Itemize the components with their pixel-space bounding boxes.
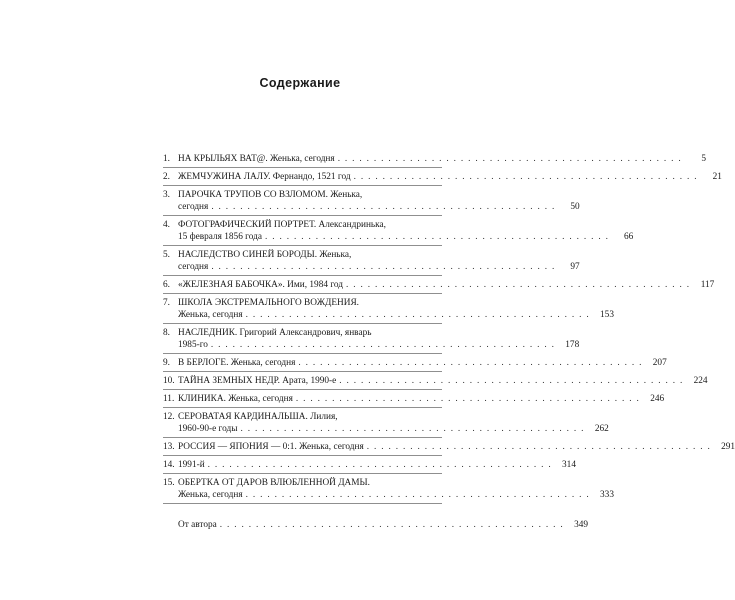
dot-leader: . . . . . . . . . . . . . . . . . . . . . . . . . . . . . . . . . . . . . . . . . . . . . . . . xyxy=(295,394,641,404)
toc-entry-number: 4. xyxy=(163,220,170,230)
toc-entry-title: ОБЕРТКА ОТ ДАРОВ ВЛЮБЛЕННОЙ ДАМЫ. xyxy=(178,478,370,488)
toc-entry-title: 1991-й xyxy=(178,460,205,470)
toc-entry-line xyxy=(163,459,576,471)
toc-entry-number: 9. xyxy=(163,358,170,368)
toc-entry-title: В БЕРЛОГЕ. Женька, сегодня xyxy=(178,358,296,368)
toc-entry[interactable] xyxy=(163,216,634,246)
toc-entry-line xyxy=(163,201,580,213)
toc-entry-title: НАСЛЕДСТВО СИНЕЙ БОРОДЫ. Женька, xyxy=(178,250,352,260)
toc-entry-line xyxy=(163,441,735,453)
toc-entry-page: 97 xyxy=(570,262,580,272)
toc-entry-number: 6. xyxy=(163,280,170,290)
toc-entry-page: 291 xyxy=(721,442,735,452)
toc-entry-title: НА КРЫЛЬЯХ ВАТ@. Женька, сегодня xyxy=(178,154,335,164)
toc-entry-line xyxy=(163,153,706,165)
toc-entry-number: 5. xyxy=(163,250,170,260)
toc-entry[interactable] xyxy=(163,408,609,438)
toc-entry-page: 333 xyxy=(600,490,614,500)
toc-entry-line xyxy=(163,189,442,201)
toc-entry-number: 11. xyxy=(163,394,175,404)
toc-entry-line xyxy=(163,393,665,405)
toc-entry-number: 10. xyxy=(163,376,175,386)
toc-entry-page: 314 xyxy=(562,460,576,470)
toc-entry-line xyxy=(163,249,442,261)
toc-entry[interactable] xyxy=(163,474,614,504)
toc-entry-line xyxy=(163,261,580,273)
toc-entry-line xyxy=(163,219,442,231)
toc-entry[interactable] xyxy=(163,438,735,456)
toc-entry[interactable] xyxy=(163,150,706,168)
toc-entry-page: 117 xyxy=(700,280,715,290)
toc-entry-line xyxy=(163,375,708,387)
toc-entry-number: 1. xyxy=(163,154,170,164)
toc-entry-page: 349 xyxy=(574,520,589,530)
dot-leader: . . . . . . . . . . . . . . . . . . . . . . . . . . . . . . . . . . . . . . . . . . . . . . . . xyxy=(240,424,585,434)
toc-entry-title: РОССИЯ — ЯПОНИЯ — 0:1. Женька, сегодня xyxy=(178,442,364,452)
toc-entry-page: 21 xyxy=(712,172,722,182)
toc-entry-line xyxy=(163,357,667,369)
toc-entry-page: 5 xyxy=(701,154,706,164)
toc-entry-title: От автора xyxy=(178,520,217,530)
toc-entry-line xyxy=(163,309,614,321)
dot-leader: . . . . . . . . . . . . . . . . . . . . . . . . . . . . . . . . . . . . . . . . . . . . . . . . xyxy=(265,232,610,242)
toc-entry-page: 246 xyxy=(650,394,665,404)
toc-entry-page: 178 xyxy=(565,340,580,350)
toc-entry-line xyxy=(163,279,715,291)
toc-entry-line xyxy=(163,171,722,183)
toc-entry[interactable] xyxy=(163,324,580,354)
toc-entry-line xyxy=(163,339,580,351)
dot-leader: . . . . . . . . . . . . . . . . . . . . . . . . . . . . . . . . . . . . . . . . . . . . . . . . xyxy=(210,340,556,350)
toc-entry-number: 15. xyxy=(163,478,175,488)
toc-entry-title-continued: 15 февраля 1856 года xyxy=(178,232,262,242)
toc-entry-line xyxy=(163,411,442,423)
toc-entry-title: ПАРОЧКА ТРУПОВ СО ВЗЛОМОМ. Женька, xyxy=(178,190,363,200)
toc-entry-title: КЛИНИКА. Женька, сегодня xyxy=(178,394,293,404)
dot-leader: . . . . . . . . . . . . . . . . . . . . . . . . . . . . . . . . . . . . . . . . . . . . . . . . xyxy=(245,310,590,320)
toc-entry-title: ШКОЛА ЭКСТРЕМАЛЬНОГО ВОЖДЕНИЯ. xyxy=(178,298,359,308)
toc-entry-title-continued: сегодня xyxy=(178,202,209,212)
toc-entry-line xyxy=(163,519,589,531)
toc-entry[interactable] xyxy=(163,168,722,186)
toc-entry-number: 14. xyxy=(163,460,175,470)
toc-entry-number: 12. xyxy=(163,412,175,422)
dot-leader: . . . . . . . . . . . . . . . . . . . . . . . . . . . . . . . . . . . . . . . . . . . . . . . . xyxy=(211,202,556,212)
toc-entry-line xyxy=(163,477,442,489)
toc-entry-title: НАСЛЕДНИК. Григорий Александрович, январь xyxy=(178,328,372,338)
toc-entry-title: «ЖЕЛЕЗНАЯ БАБОЧКА». Ими, 1984 год xyxy=(178,280,344,290)
dot-leader: . . . . . . . . . . . . . . . . . . . . . . . . . . . . . . . . . . . . . . . . . . . . . . . . xyxy=(366,442,712,452)
toc-entry-title: ТАЙНА ЗЕМНЫХ НЕДР. Арата, 1990-е xyxy=(178,376,337,386)
toc-entry[interactable] xyxy=(163,390,665,408)
toc-entry-title: СЕРОВАТАЯ КАРДИНАЛЬША. Лилия, xyxy=(178,412,338,422)
toc-entry[interactable] xyxy=(163,456,576,474)
toc-entry-afterword[interactable] xyxy=(163,516,589,533)
toc-entry-line xyxy=(163,297,442,309)
dot-leader: . . . . . . . . . . . . . . . . . . . . . . . . . . . . . . . . . . . . . . . . . . . . . . . . xyxy=(337,154,682,164)
toc-entry[interactable] xyxy=(163,246,580,276)
toc-entry-number: 3. xyxy=(163,190,170,200)
page-title: Содержание xyxy=(259,76,341,90)
toc-entry[interactable] xyxy=(163,276,715,294)
toc-entry-line xyxy=(163,489,614,501)
dot-leader: . . . . . . . . . . . . . . . . . . . . . . . . . . . . . . . . . . . . . . . . . . . . . . . . xyxy=(346,280,691,290)
toc-entry-title-continued: 1985-го xyxy=(178,340,208,350)
toc-entry-page: 262 xyxy=(594,424,609,434)
dot-leader: . . . . . . . . . . . . . . . . . . . . . . . . . . . . . . . . . . . . . . . . . . . . . . . . xyxy=(339,376,684,386)
toc-entry-page: 50 xyxy=(570,202,580,212)
toc-entry-page: 224 xyxy=(693,376,708,386)
toc-entry-title-continued: Женька, сегодня xyxy=(178,310,243,320)
toc-entry-line xyxy=(163,231,634,243)
toc-entry-number: 13. xyxy=(163,442,175,452)
toc-entry-line xyxy=(163,327,442,339)
toc-entry-line xyxy=(163,423,609,435)
dot-leader: . . . . . . . . . . . . . . . . . . . . . . . . . . . . . . . . . . . . . . . . . . . . . . . . xyxy=(219,520,565,530)
dot-leader: . . . . . . . . . . . . . . . . . . . . . . . . . . . . . . . . . . . . . . . . . . . . . . . . xyxy=(207,460,552,470)
toc-entry-page: 207 xyxy=(652,358,667,368)
toc-entry-title-continued: 1960-90-е годы xyxy=(178,424,238,434)
toc-entry-title: ЖЕМЧУЖИНА ЛАЛУ. Фернандо, 1521 год xyxy=(178,172,351,182)
toc-entry-page: 153 xyxy=(600,310,614,320)
toc-entry[interactable] xyxy=(163,354,667,372)
dot-leader: . . . . . . . . . . . . . . . . . . . . . . . . . . . . . . . . . . . . . . . . . . . . . . . . xyxy=(245,490,590,500)
toc-entry-title-continued: сегодня xyxy=(178,262,209,272)
toc-entry-number: 2. xyxy=(163,172,170,182)
toc-entry-title-continued: Женька, сегодня xyxy=(178,490,243,500)
toc-entry-number: 7. xyxy=(163,298,170,308)
toc-entry[interactable] xyxy=(163,186,580,216)
dot-leader: . . . . . . . . . . . . . . . . . . . . . . . . . . . . . . . . . . . . . . . . . . . . . . . . xyxy=(298,358,643,368)
toc-entry-title: ФОТОГРАФИЧЕСКИЙ ПОРТРЕТ. Александринька, xyxy=(178,220,386,230)
toc-entry[interactable] xyxy=(163,372,708,390)
dot-leader: . . . . . . . . . . . . . . . . . . . . . . . . . . . . . . . . . . . . . . . . . . . . . . . . xyxy=(353,172,698,182)
toc-entry-page: 66 xyxy=(624,232,634,242)
toc-entry[interactable] xyxy=(163,294,614,324)
table-of-contents xyxy=(163,150,735,533)
dot-leader: . . . . . . . . . . . . . . . . . . . . . . . . . . . . . . . . . . . . . . . . . . . . . . . . xyxy=(211,262,556,272)
toc-entry-number: 8. xyxy=(163,328,170,338)
